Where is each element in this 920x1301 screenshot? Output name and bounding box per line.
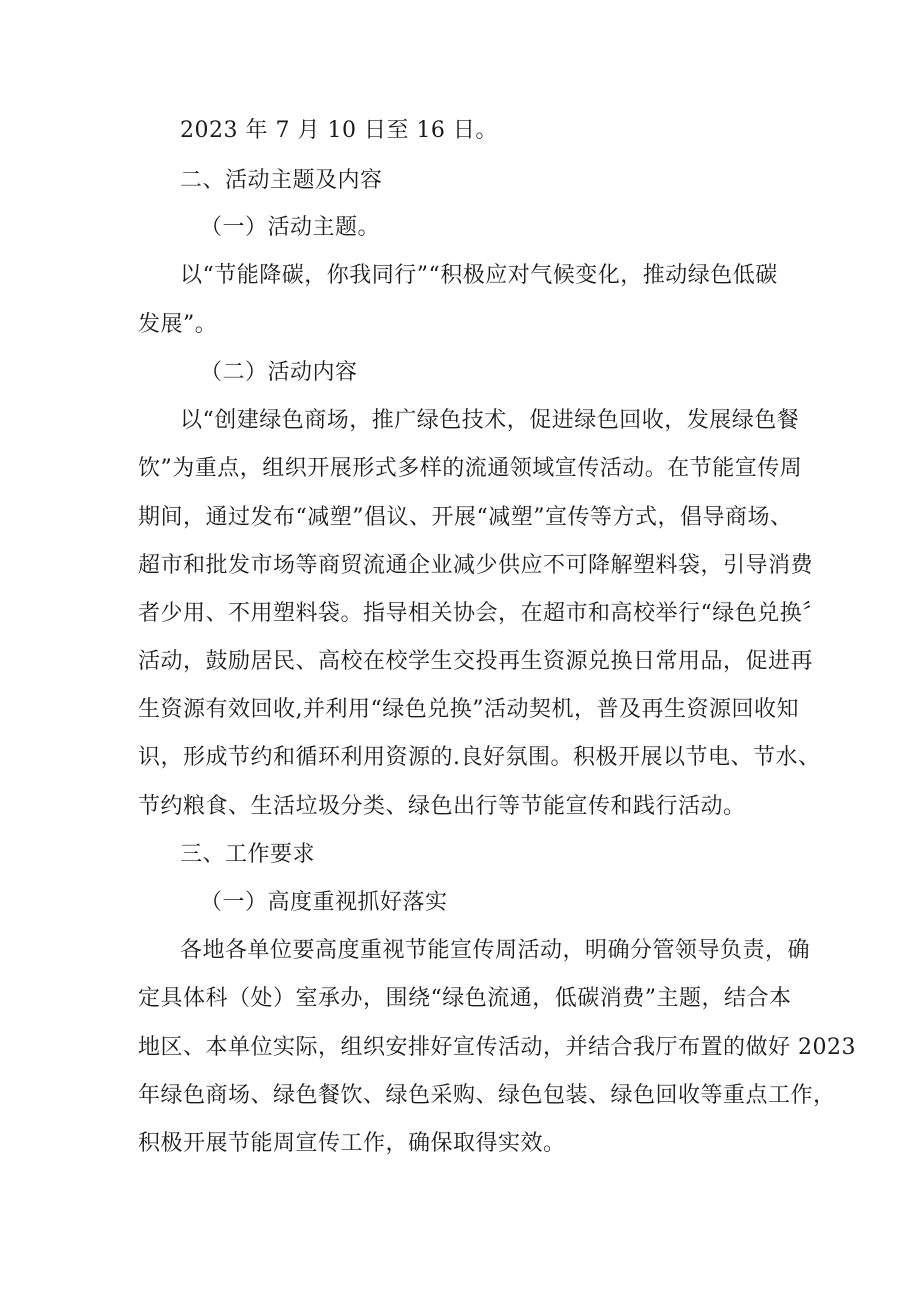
- paragraph-line: 超市和批发市场等商贸流通企业减少供应不可降解塑料袋，引导消费: [138, 553, 814, 578]
- paragraph-line: 地区、本单位实际，组织安排好宣传活动，并结合我厅布置的做好 2023: [138, 1035, 856, 1060]
- subsection-heading-2-1: （一）活动主题。: [200, 215, 381, 240]
- section-heading-2: 二、活动主题及内容: [180, 168, 383, 193]
- date-line: 2023 年 7 月 10 日至 16 日。: [180, 118, 498, 143]
- paragraph-line: 节约粮食、生活垃圾分类、绿色出行等节能宣传和践行活动。: [138, 794, 746, 819]
- section-heading-3: 三、工作要求: [180, 842, 316, 867]
- paragraph-line: 识，形成节约和循环利用资源的.良好氛围。积极开展以节电、节水、: [138, 745, 821, 770]
- paragraph-line: 发展”。: [138, 312, 218, 337]
- paragraph-line: 以“创建绿色商场，推广绿色技术，促进绿色回收，发展绿色餐: [180, 408, 800, 433]
- paragraph-line: 定具体科（处）室承办，围绕“绿色流通，低碳消费”主题，结合本: [138, 986, 792, 1011]
- paragraph-line: 生资源有效回收,并利用“绿色兑换”活动契机，普及再生资源回收知: [138, 697, 799, 722]
- paragraph-line: 饮”为重点，组织开展形式多样的流通领域宣传活动。在节能宣传周: [138, 456, 803, 481]
- paragraph-line: 以“节能降碳，你我同行”“积极应对气候变化，推动绿色低碳: [180, 263, 778, 288]
- paragraph-line: 积极开展节能周宣传工作，确保取得实效。: [138, 1131, 566, 1156]
- paragraph-line: 期间，通过发布“减塑”倡议、开展“减塑”宣传等方式，倡导商场、: [138, 505, 793, 530]
- paragraph-line: 年绿色商场、绿色餐饮、绿色采购、绿色包装、绿色回收等重点工作，: [138, 1083, 836, 1108]
- subsection-heading-3-1: （一）高度重视抓好落实: [200, 890, 448, 915]
- paragraph-line: 活动，鼓励居民、高校在校学生交投再生资源兑换日常用品，促进再: [138, 649, 814, 674]
- paragraph-line: 各地各单位要高度重视节能宣传周活动，明确分管领导负责，确: [180, 938, 811, 963]
- paragraph-line: 者少用、不用塑料袋。指导相关协会，在超市和高校举行“绿色兑换〞: [138, 601, 825, 626]
- subsection-heading-2-2: （二）活动内容: [200, 360, 358, 385]
